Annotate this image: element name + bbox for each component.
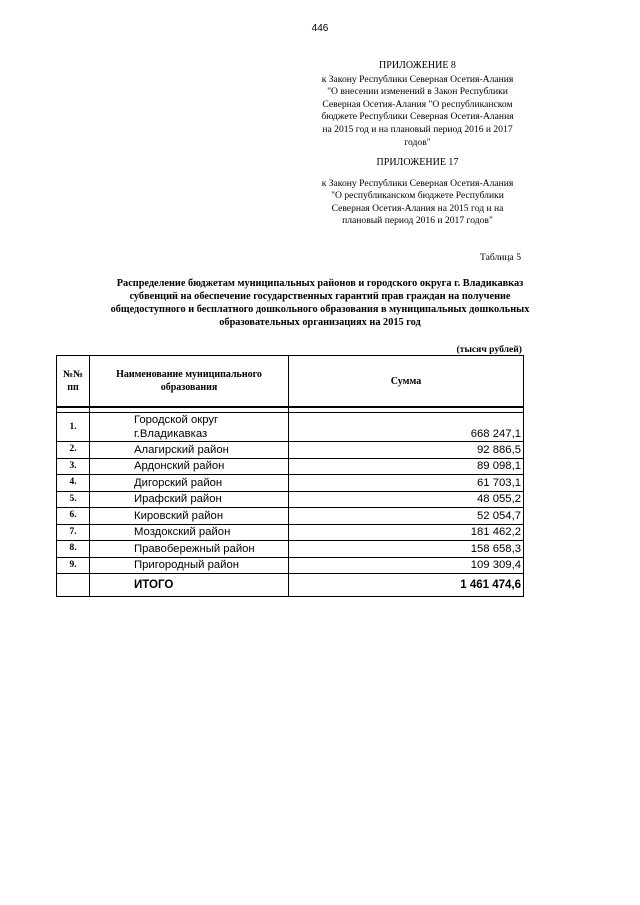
header-num-line1: №№	[62, 369, 84, 380]
header-name-line2: образования	[160, 382, 218, 393]
heading-line: Распределение бюджетам муниципальных районов и городского округа г. Владикавказ	[116, 278, 524, 289]
heading-line: образовательных организациях на 2015 год	[219, 317, 421, 328]
row-num: 5.	[57, 491, 90, 508]
table-row	[57, 557, 524, 574]
row-sum: 109 309,4	[289, 557, 524, 574]
appendix-17-line: к Закону Республики Северная Осетия-Алания	[321, 177, 514, 189]
appendix-8-line: Северная Осетия-Алания "О республиканском	[322, 98, 513, 110]
page-number: 446	[311, 23, 329, 34]
row-name: Алагирский район	[90, 442, 289, 459]
row-name: Пригородный район	[90, 557, 289, 574]
row-sum: 89 098,1	[289, 458, 524, 475]
header-name	[90, 356, 289, 408]
appendix-17-line: плановый период 2016 и 2017 годов"	[342, 215, 493, 227]
table-row	[57, 541, 524, 558]
table-header-row	[57, 356, 524, 408]
appendix-17-block	[300, 157, 535, 228]
header-num	[57, 356, 90, 408]
appendix-8-line: бюджете Республики Северная Осетия-Алания	[321, 111, 514, 123]
header-sum: Сумма	[289, 356, 524, 408]
appendix-17-line: "О республиканском бюджете Республики	[331, 190, 504, 202]
row-sum: 181 462,2	[289, 524, 524, 541]
table-row	[57, 491, 524, 508]
row-num: 6.	[57, 508, 90, 525]
total-num-cell	[57, 574, 90, 597]
header-num-line2: пп	[67, 382, 79, 393]
table-row	[57, 413, 524, 442]
row-num: 3.	[57, 458, 90, 475]
row-name: Городской округ г.Владикавказ	[90, 413, 289, 442]
table-row	[57, 508, 524, 525]
row-num: 1.	[57, 413, 90, 442]
appendix-8-line: к Закону Республики Северная Осетия-Алания	[321, 73, 514, 85]
row-sum: 158 658,3	[289, 541, 524, 558]
row-name: Дигорский район	[90, 475, 289, 492]
row-num: 2.	[57, 442, 90, 459]
row-name: Ардонский район	[90, 458, 289, 475]
budget-table	[56, 355, 524, 597]
row-sum: 668 247,1	[289, 413, 524, 442]
row-sum: 61 703,1	[289, 475, 524, 492]
appendix-8-line: "О внесении изменений в Закон Республики	[327, 86, 508, 98]
table-row	[57, 475, 524, 492]
table-row	[57, 442, 524, 459]
header-name-line1: Наименование муниципального	[116, 369, 262, 380]
row-name: Кировский район	[90, 508, 289, 525]
units-label: (тысяч рублей)	[456, 344, 522, 355]
table-label: Таблица 5	[479, 252, 521, 263]
appendix-17-line: Северная Осетия-Алания на 2015 год и на	[331, 202, 504, 214]
row-name: Ирафский район	[90, 491, 289, 508]
row-num: 8.	[57, 541, 90, 558]
heading-line: субвенций на обеспечение государственных гарантий прав граждан на получение	[129, 291, 511, 302]
row-sum: 48 055,2	[289, 491, 524, 508]
row-num: 4.	[57, 475, 90, 492]
appendix-8-line: на 2015 год и на плановый период 2016 и 2017	[322, 123, 513, 135]
total-label: ИТОГО	[90, 574, 289, 597]
appendix-8-title: ПРИЛОЖЕНИЕ 8	[379, 60, 456, 71]
row-name: Моздокский район	[90, 524, 289, 541]
row-sum: 52 054,7	[289, 508, 524, 525]
table-heading	[60, 277, 580, 329]
heading-line: общедоступного и бесплатного дошкольного образования в муниципальных дошкольных	[110, 304, 530, 315]
table-row	[57, 524, 524, 541]
appendix-8-line: годов"	[404, 136, 431, 148]
appendix-8-block	[300, 60, 535, 149]
row-name: Правобережный район	[90, 541, 289, 558]
table-row	[57, 458, 524, 475]
row-num: 9.	[57, 557, 90, 574]
table-total-row	[57, 574, 524, 597]
row-num: 7.	[57, 524, 90, 541]
row-sum: 92 886,5	[289, 442, 524, 459]
appendix-17-title: ПРИЛОЖЕНИЕ 17	[376, 157, 459, 168]
total-sum: 1 461 474,6	[289, 574, 524, 597]
